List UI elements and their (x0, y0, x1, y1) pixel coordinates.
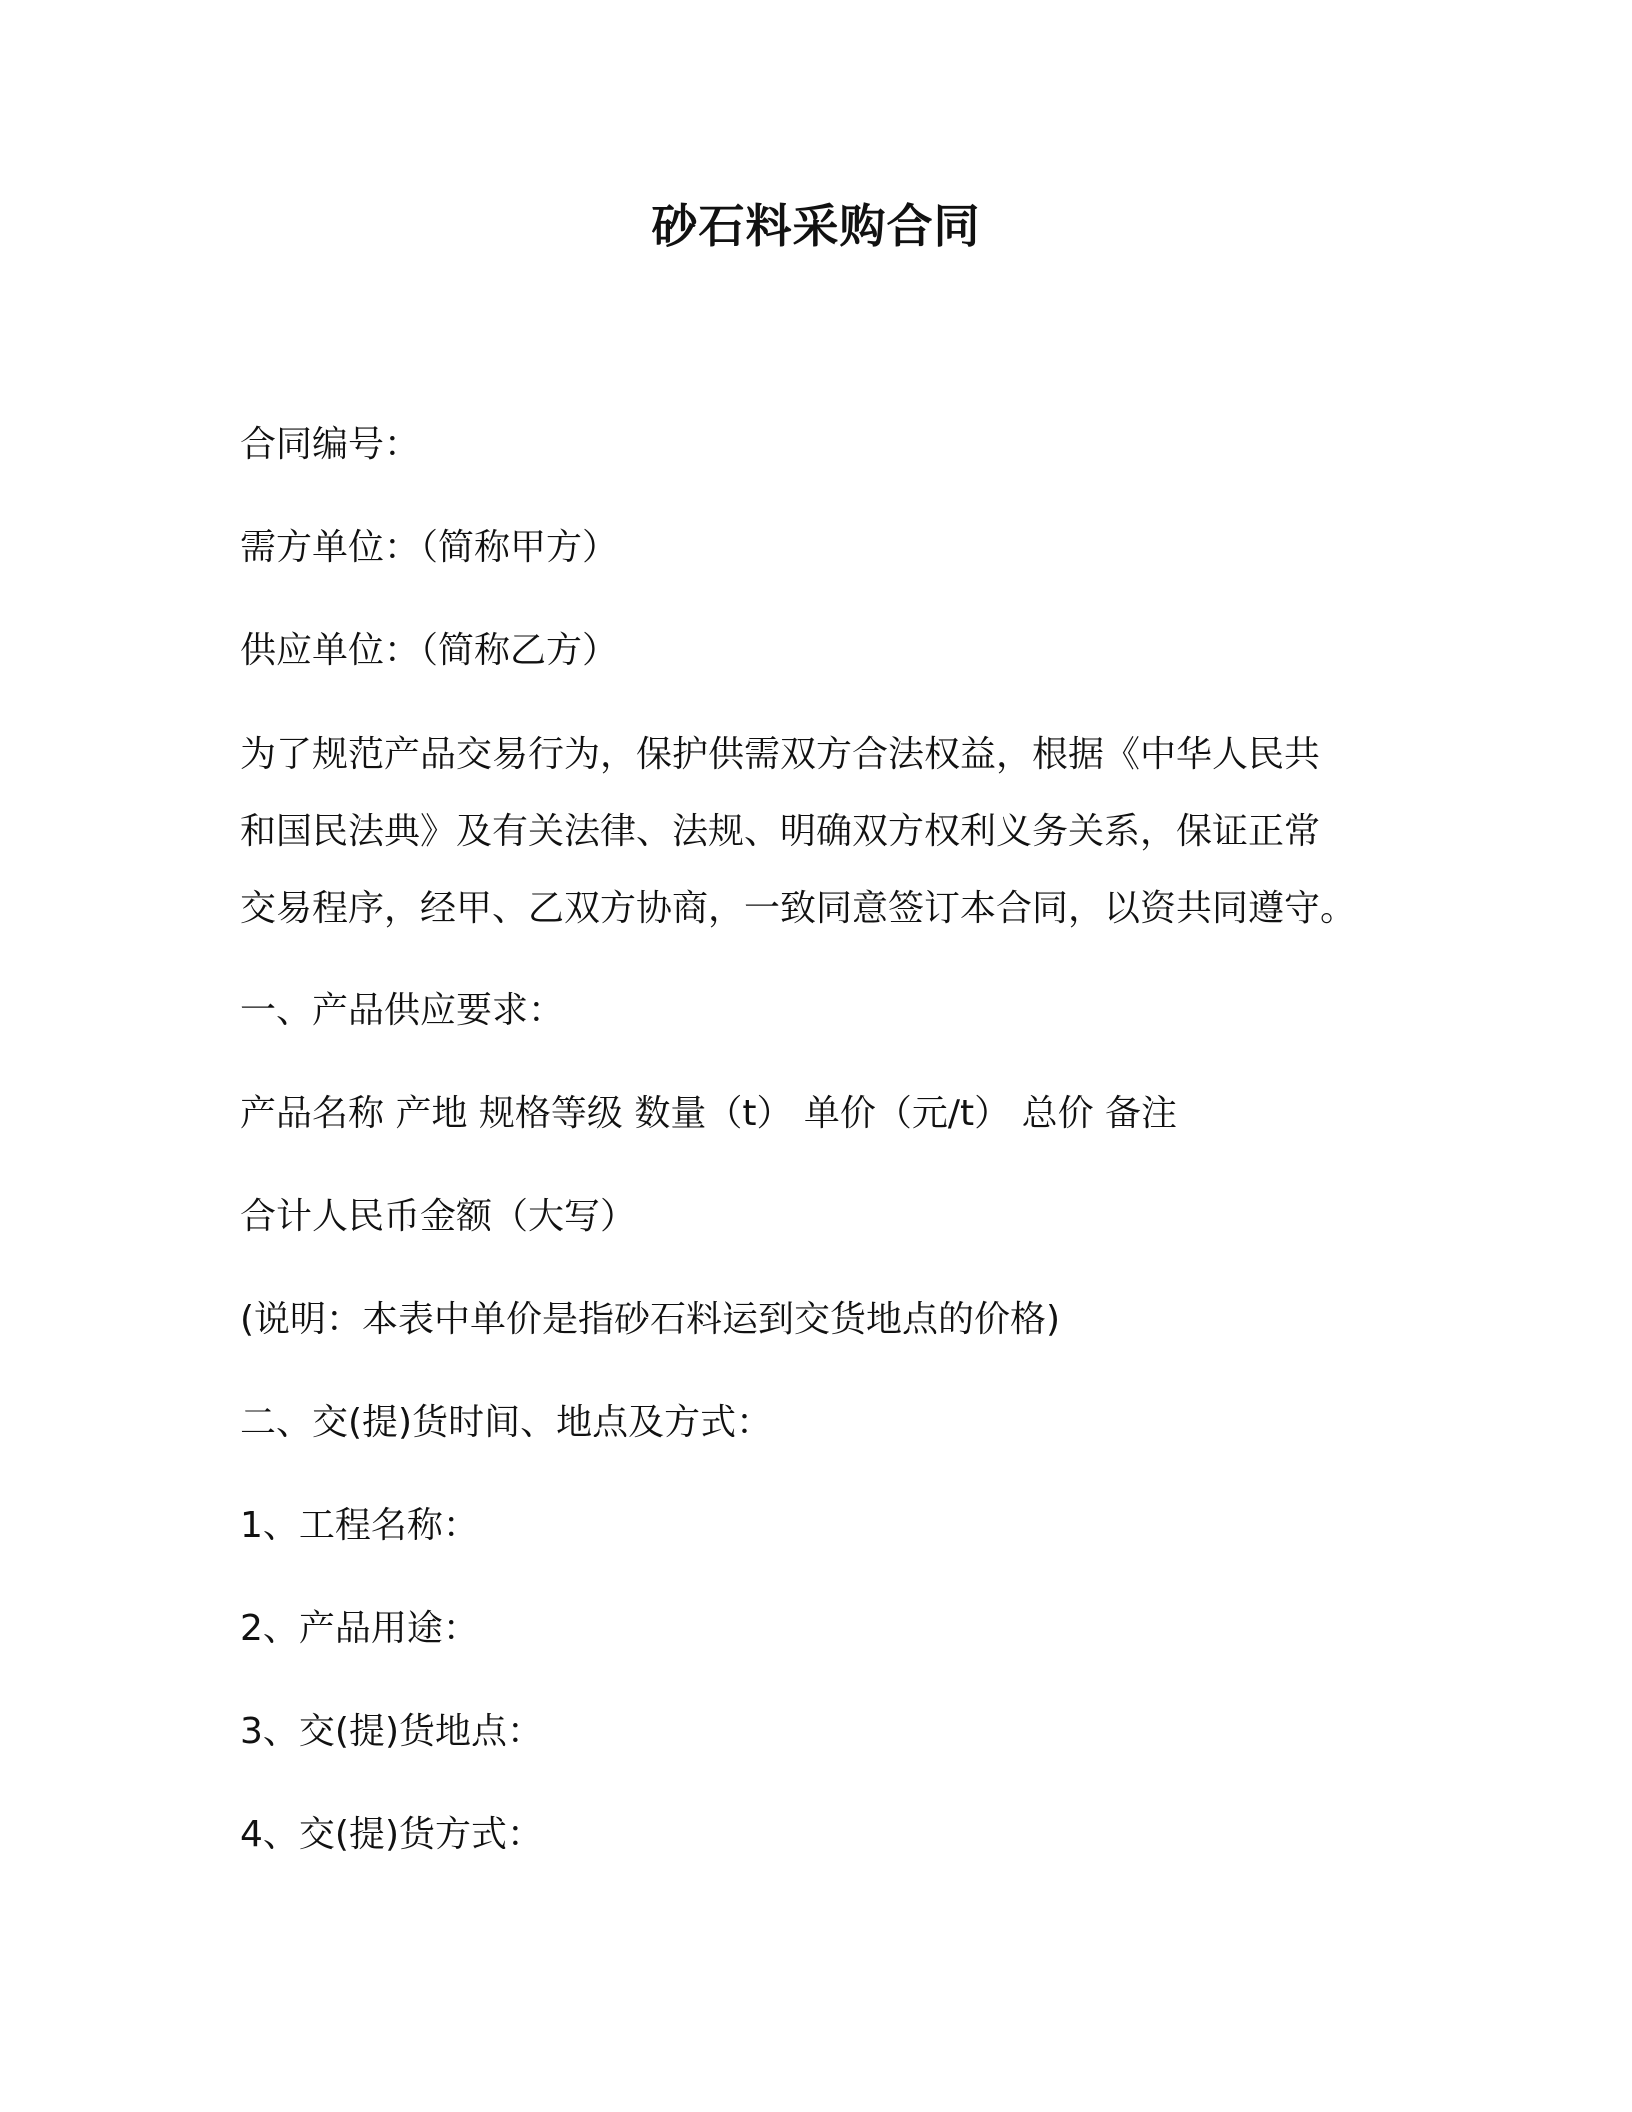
contract-number-label: 合同编号： (240, 424, 421, 465)
item-project-name: 1、工程名称： (240, 1505, 479, 1546)
supplier-line: 供应单位：（简称乙方） (240, 630, 619, 671)
item-delivery-method: 4、交(提)货方式： (240, 1814, 543, 1855)
total-amount-label: 合计人民币金额（大写） (240, 1196, 637, 1237)
preamble-line: 为了规范产品交易行为，保护供需双方合法权益，根据《中华人民共 (240, 734, 1321, 775)
item-product-use: 2、产品用途： (240, 1608, 479, 1649)
item-delivery-location: 3、交(提)货地点： (240, 1711, 543, 1752)
section-2-heading: 二、交(提)货时间、地点及方式： (240, 1402, 773, 1443)
preamble-line: 和国民法典》及有关法律、法规、明确双方权利义务关系，保证正常 (240, 811, 1321, 852)
preamble-line: 交易程序，经甲、乙双方协商，一致同意签订本合同，以资共同遵守。 (240, 888, 1357, 929)
product-table-header: 产品名称 产地 规格等级 数量（t） 单价（元/t） 总价 备注 (240, 1093, 1178, 1134)
preamble-paragraph (240, 716, 1390, 947)
section-1-heading: 一、产品供应要求： (240, 990, 565, 1031)
price-note: (说明：本表中单价是指砂石料运到交货地点的价格) (240, 1299, 1061, 1340)
buyer-line: 需方单位：（简称甲方） (240, 527, 619, 568)
document-title: 砂石料采购合同 (651, 199, 981, 253)
